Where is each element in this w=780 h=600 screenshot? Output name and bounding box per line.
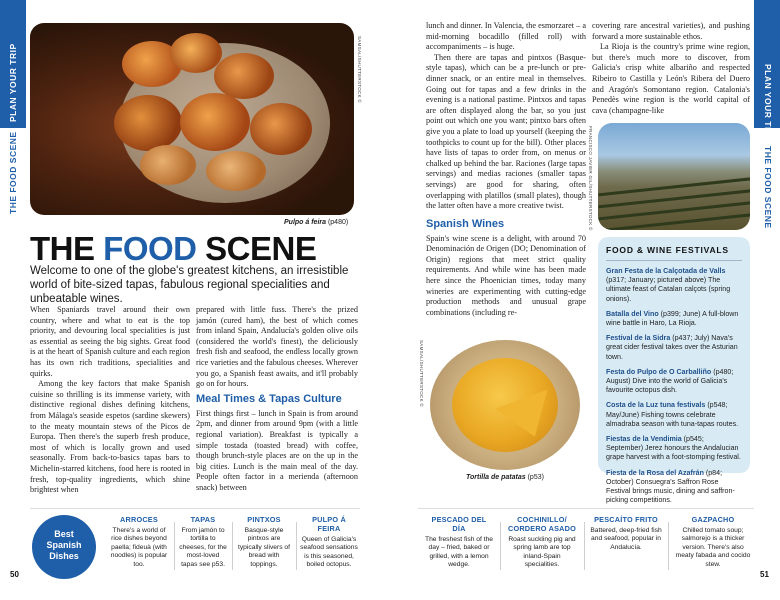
tortilla-photo-credit: SAMSAL/SHUTTERSTOCK ©: [419, 340, 424, 408]
dish-divider: [174, 522, 175, 570]
best-dishes-badge: Best Spanish Dishes: [32, 515, 96, 579]
dish-arroces: ARROCES There's a world of rice dishes beyond paella; fideuà (with noodles) is popular too.: [110, 515, 168, 568]
octopus-piece: [180, 93, 250, 151]
dish-pulpo: PULPO Á FEIRA Queen of Galicia's seafood sensations is this seasoned, boiled octopus.: [300, 515, 358, 569]
calcotada-photo-credit: FRANCISCO JAVIER GIL/SHUTTERSTOCK ©: [588, 126, 593, 231]
food-scene-tab-label-right: THE FOOD SCENE: [763, 146, 773, 229]
pulpo-photo: [30, 23, 354, 215]
page-number-right: 51: [760, 570, 769, 579]
festival-item: Costa de la Luz tuna festivals (p548; May/June) Fishing towns celebrate almadraba season with tuna-tapas routes.: [606, 401, 739, 428]
right-section-tab: [754, 0, 780, 600]
dish-divider: [232, 522, 233, 570]
calcotada-photo: [598, 123, 750, 230]
dish-tapas: TAPAS From jamón to tortilla to cheeses, for the most-loved tapas see p53.: [179, 515, 227, 568]
octopus-piece: [250, 103, 312, 155]
dish-pintxos: PINTXOS Basque-style pintxos are typically slivers of bread with toppings.: [237, 515, 291, 568]
body-column-1: [30, 305, 190, 496]
dish-pescaito: PESCAÍTO FRITO Battered, deep-fried fish and seafood, popular in Andalucía.: [590, 515, 662, 551]
festivals-heading: FOOD & WINE FESTIVALS: [606, 245, 742, 261]
dish-gazpacho: GAZPACHO Chilled tomato soup; salmorejo is a thicker version. There's also meaty fabada and cocido stew.: [675, 515, 751, 568]
page-number-left: 50: [10, 570, 19, 579]
dish-divider: [296, 522, 297, 570]
dish-pescado: PESCADO DEL DÍA The freshest fish of the day – fried, baked or grilled, with a lemon wedge.: [424, 515, 494, 569]
paragraph: Then there are tapas and pintxos (Basque-style tapas), which can be a pre-lunch or pre-dinner snack, or an entire meal in themselves. Going out for tapas and a few drinks in the evening is a national pastime. Pintxos and tapas are often displayed along the bar, so you just point out which one you want; pintxo bars often give you a plate to load up yourself (keeping the toothpicks to count up for the bill). Other places have lists of tapas to order from, on menus or chalked up behind the bar. Raciones (large tapas servings) and medias raciones (smaller tapas servings) are good for sharing, often overlapping with platillos (small plates), though the latter often have a more creative twist.: [426, 52, 586, 211]
dish-cochinillo: COCHINILLO/ CORDERO ASADO Roast suckling pig and spring lamb are top inland-Spain specialities.: [507, 515, 576, 569]
tortilla-photo: [430, 340, 580, 470]
hero-caption: Pulpo á feira (p480): [284, 219, 349, 226]
festivals-box: [598, 237, 750, 505]
potato-slice: [140, 145, 196, 185]
left-section-tab: [0, 0, 26, 600]
paragraph: First things first – lunch in Spain is from around 2pm, and dinner from around 9pm (with a little regional variation). Breakfast is typically a simple tostada (toasted bread) with coffee, though brunch-style places are on the up in the big cities. Lunch is the main meal of the day. People often factor in a merienda (afternoon snack) between: [196, 408, 358, 492]
festival-item: Festival de la Sidra (p437; July) Nava's great cider festival takes over the Asturian town.: [606, 334, 738, 361]
potato-slice: [206, 151, 266, 191]
tortilla-caption: Tortilla de patatas (p53): [466, 474, 544, 481]
page-title: THE FOOD SCENE: [30, 230, 317, 267]
body-column-2: [196, 305, 358, 494]
octopus-piece: [170, 33, 222, 73]
body-column-4: [592, 21, 750, 116]
dish-divider: [584, 522, 585, 570]
festival-item: Batalla del Vino (p399; June) A full-blown wine battle in Haro, La Rioja.: [606, 309, 739, 328]
meal-times-heading: Meal Times & Tapas Culture: [196, 392, 342, 405]
paragraph: La Rioja is the country's prime wine region, but there's much more to discover, from Galicia's crisp white albariño and respected Ribeiro to Castilla y León's Ribera del Duero and Aragón's Somontano region. Catalonia's Penedès wine region is the world capital of cava (champagne-like: [592, 42, 750, 115]
paragraph: covering rare ancestral varieties), and pushing forward a more sustainable ethos.: [592, 21, 750, 41]
paragraph: lunch and dinner. In Valencia, the esmorzaret – a mid-morning bocadillo (filled roll) with accompaniments – is huge.: [426, 21, 586, 52]
octopus-piece: [114, 95, 182, 151]
body-column-3: [426, 21, 586, 318]
paragraph: Spain's wine scene is a delight, with around 70 Denominación de Origen (DO; Denomination of Origin) regions that meet strict quality requirements. And while wine has been made here since the Phoenician times, today many wineries are experimenting with cutting-edge production methods and unusual grape combinations (including re-: [426, 233, 586, 317]
plan-your-trip-label: PLAN YOUR TRIP: [8, 43, 18, 122]
intro-text: Welcome to one of the globe's greatest kitchens, an irresistible world of bite-sized tapas, fabulous regional specialities and unbeatable wines.: [30, 265, 349, 305]
festival-item: Gran Festa de la Calçotada de Valls (p317; January; pictured above) The ultimate feast of Catalan calçots (spring onions).: [606, 267, 731, 303]
plan-your-trip-label-right: PLAN YOUR TRIP: [763, 64, 773, 143]
paragraph: Among the key factors that make Spanish cuisine so thrilling is its immense variety, with distinctive regional dishes defining kitchens, from Málaga's seaside espetos (sardine skewers) to the meaty mountain stews of the Picos de Europa. Then there's the superb fresh produce, most of which is locally grown and used seasonally. From back-to-basics tapas bars to Michelin-starred kitchens, food here is rooted in fresh, top-quality ingredients, which shine brightest when: [30, 379, 190, 495]
hero-photo-credit: SAMSAL/SHUTTERSTOCK ©: [357, 36, 362, 104]
festival-item: Fiesta de la Rosa del Azafrán (p84; October) Consuegra's Saffron Rose Festival brings music, dining and saffron-picking competitions.: [606, 468, 735, 505]
dish-divider: [500, 522, 501, 570]
paragraph: When Spaniards travel around their own country, where and what to eat is the top priority, and devouring local specialities is just as essential as seeing the big sights. Great food is at the heart of Spanish culture and each region has its own rich traditions, specialities and quirks.: [30, 305, 190, 378]
festival-item: Fiestas de la Vendimia (p545; September) Jerez honours the Andalucian grape harvest with a foot-stomping festival.: [606, 435, 741, 462]
festival-item: Festa do Pulpo de O Carballiño (p480; August) Dive into the world of Galicia's favourite octopus dish.: [606, 367, 734, 395]
spanish-wines-heading: Spanish Wines: [426, 217, 505, 230]
paragraph: prepared with little fuss. There's the prized jamón (cured ham), the best of which comes from inland Spain, Andalucía's golden olive oils (considered the world's finest), the deliciously fresh fish and seafood, the endless locally grown rice varieties and the fabulous cheeses. Wherever you go, a Spanish feast awaits, and it'll probably go on for hours.: [196, 305, 358, 389]
octopus-piece: [214, 53, 274, 99]
dish-divider: [668, 522, 669, 570]
food-scene-tab-label: THE FOOD SCENE: [8, 131, 18, 214]
